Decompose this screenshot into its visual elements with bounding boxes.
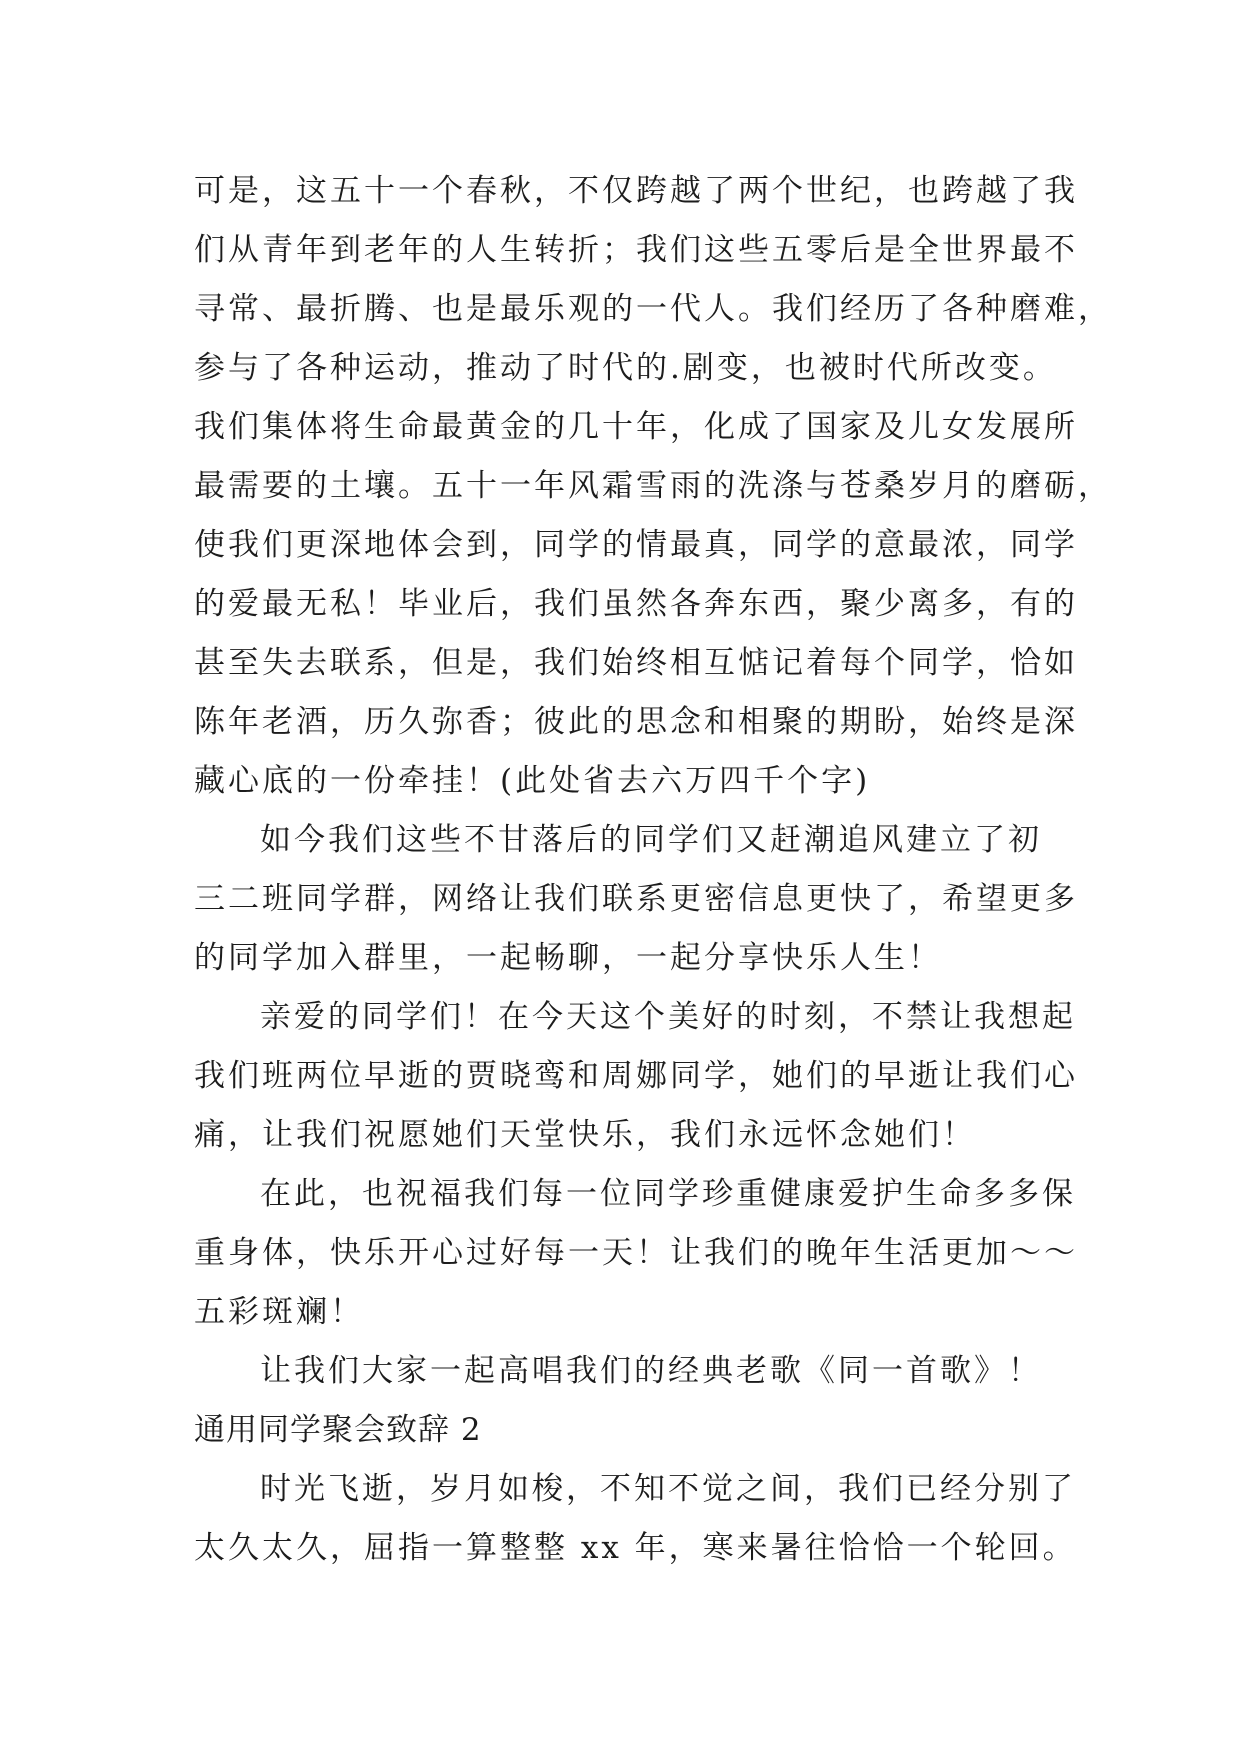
text-line: 使我们更深地体会到，同学的情最真，同学的意最浓，同学 [194, 527, 1078, 563]
text-line: 的同学加入群里，一起畅聊，一起分享快乐人生！ [194, 940, 942, 976]
text-line: 寻常、最折腾、也是最乐观的一代人。我们经历了各种磨难， [194, 291, 1112, 327]
text-line: 藏心底的一份牵挂！(此处省去六万四千个字) [194, 763, 871, 799]
text-line: 甚至失去联系，但是，我们始终相互惦记着每个同学，恰如 [194, 645, 1078, 681]
text-line: 痛，让我们祝愿她们天堂快乐，我们永远怀念她们！ [194, 1117, 976, 1153]
text-line: 如今我们这些不甘落后的同学们又赶潮追风建立了初 [260, 822, 1042, 858]
text-line: 我们集体将生命最黄金的几十年，化成了国家及儿女发展所 [194, 409, 1078, 445]
text-line: 最需要的土壤。五十一年风霜雪雨的洗涤与苍桑岁月的磨砺， [194, 468, 1112, 504]
text-line: 时光飞逝，岁月如梭，不知不觉之间，我们已经分别了 [260, 1471, 1076, 1507]
text-line: 亲爱的同学们！在今天这个美好的时刻，不禁让我想起 [260, 999, 1076, 1035]
text-line: 陈年老酒，历久弥香；彼此的思念和相聚的期盼，始终是深 [194, 704, 1078, 740]
text-line: 五彩斑斓！ [194, 1294, 364, 1330]
text-line: 可是，这五十一个春秋，不仅跨越了两个世纪，也跨越了我 [194, 173, 1078, 209]
text-line: 太久太久，屈指一算整整 xx 年，寒来暑往恰恰一个轮回。 [194, 1530, 1077, 1566]
text-line: 们从青年到老年的人生转折；我们这些五零后是全世界最不 [194, 232, 1078, 268]
text-line: 三二班同学群，网络让我们联系更密信息更快了，希望更多 [194, 881, 1078, 917]
text-line: 我们班两位早逝的贾晓鸾和周娜同学，她们的早逝让我们心 [194, 1058, 1078, 1094]
body-text [194, 162, 1112, 1578]
text-line: 重身体，快乐开心过好每一天！让我们的晚年生活更加～～ [194, 1235, 1078, 1271]
text-line: 的爱最无私！毕业后，我们虽然各奔东西，聚少离多，有的 [194, 586, 1078, 622]
text-line: 让我们大家一起高唱我们的经典老歌《同一首歌》！ [260, 1353, 1042, 1389]
text-line: 参与了各种运动，推动了时代的.剧变，也被时代所改变。 [194, 350, 1057, 386]
text-line: 在此，也祝福我们每一位同学珍重健康爱护生命多多保 [260, 1176, 1076, 1212]
section-heading: 通用同学聚会致辞 2 [194, 1412, 482, 1448]
